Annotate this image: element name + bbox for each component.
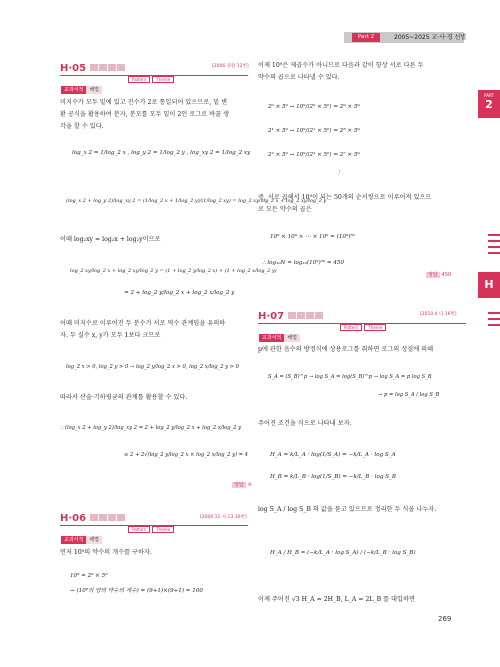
equation: = 2 + log_2 y/log_2 x + log_2 x/log_2 y (124, 290, 235, 296)
body-text: 이제 주어진 √3 H_A = 2H_B, L_A = 2L_B 를 대입하면 (258, 596, 415, 603)
equation: 2¹ × 5⁰ → 10⁹/(2¹ × 5⁰) = 2⁸ × 5⁹ (268, 128, 360, 134)
section-divider (258, 323, 466, 324)
tag-row (128, 527, 176, 532)
body-text: 환 공식을 활용하여 분자, 분모를 모두 밑이 2인 로그로 바꿀 생 (60, 111, 230, 118)
page-number: 269 (438, 615, 452, 623)
tag-pattern: Pattern (340, 324, 362, 331)
side-marker (488, 312, 500, 314)
equation: 2⁰ × 5⁰ → 10⁹/(2⁰ × 5⁰) = 2⁹ × 5⁹ (268, 104, 360, 110)
equation: 2² × 5⁰ → 10⁹/(2² × 5⁰) = 2⁷ × 5⁹ (268, 152, 360, 158)
equation: → p = log S_A / log S_B (378, 392, 440, 398)
badge-key: 교과서적 (61, 536, 86, 544)
badge-key: 교과서적 (61, 86, 86, 94)
equation: H_A / H_B = (−k/L_A · log S_A) / (−k/L_B · log S_B) (270, 550, 416, 556)
tag-theme: Theme (152, 526, 174, 533)
body-text: 먼저 10⁹의 약수의 개수를 구하자. (60, 549, 152, 556)
body-text: p에 관한 음수의 방정식에 상용로그를 취하면 로그의 성질에 의해 (258, 346, 434, 353)
part-tab-label: PART (484, 93, 494, 98)
body-text: 자. 두 실수 x, y가 모두 1보다 크므로 (60, 332, 161, 339)
side-marker (488, 246, 500, 248)
equation: S_A = (S_B)^p → log S_A = log(S_B)^p → log S_A = p log S_B (268, 374, 432, 380)
question-id: H·06 (60, 513, 87, 524)
badge-value: 해법 (86, 536, 102, 544)
body-text: log S_A / log S_B 의 값을 묻고 있으므로 정리한 두 식을 나누자. (258, 506, 437, 513)
equation: log_x 2 = 1/log_2 x , log_y 2 = 1/log_2 y , log_xy 2 = 1/log_2 xy (72, 150, 251, 156)
equation: H_A = k/L_A · log(1/S_A) = −k/L_A · log S_A (270, 452, 396, 458)
body-text: 로 모든 약수의 곱은 (258, 206, 312, 213)
question-id: H·07 (258, 311, 285, 322)
body-text: 이때 log₂xy = log₂x + log₂y이므로 (60, 236, 161, 243)
difficulty-boxes (90, 514, 126, 524)
tag-pattern: Pattern (128, 76, 150, 83)
body-text: 이제 10⁹은 제곱수가 아니므로 다음과 같이 항상 서로 다른 두 (258, 62, 424, 69)
answer-value: 450 (441, 272, 452, 278)
question-source: [2006 경찰 12번] (212, 64, 249, 69)
side-marker (488, 234, 500, 236)
header-part-label: Part 2 (352, 33, 380, 42)
equation: log_2 xy/log_2 x + log_2 xy/log_2 y = (1 + log_2 y/log_2 x) + (1 + log_2 x/log_2 y) (70, 268, 277, 274)
answer-box (232, 482, 254, 489)
tag-theme: Theme (364, 324, 386, 331)
body-text: 따라서 산술·기하평균의 관계를 활용할 수 있다. (60, 394, 188, 401)
tag-row (340, 325, 388, 330)
solution-badge (58, 536, 105, 545)
badge-value: 해법 (86, 86, 102, 94)
body-text: 즉, 서로 곱해서 10⁹이 되는 50개의 순서쌍으로 이루어져 있으므 (258, 194, 432, 201)
equation: 10⁹ × 10⁹ × ⋯ × 10⁹ = (10⁹)⁵⁰ (270, 234, 355, 240)
solution-badge (256, 334, 303, 343)
equation: 10⁹ = 2⁹ × 5⁹ (70, 573, 108, 579)
equation: ≥ 2 + 2√(log_2 y/log_2 x × log_2 x/log_2 y) = 4 (124, 452, 248, 458)
solution-badge (58, 86, 105, 95)
question-source: [2006.11 사고3 30번] (200, 515, 247, 520)
body-text: 미지수가 모두 밑에 있고 진수가 2로 통일되어 있으므로, 밑 변 (60, 99, 228, 106)
equation: (log_x 2 + log_y 2)/log_xy 2 = (1/log_2 x + 1/log_2 y)/(1/log_2 xy) = log_2 xy/log_2 x + log_2 xy/log_2 y (66, 198, 327, 204)
part-tab (478, 90, 500, 118)
equation: log_2 x > 0, log_2 y > 0 → log_2 y/log_2 x > 0, log_2 x/log_2 y > 0 (66, 364, 239, 370)
answer-label: 정답 (428, 272, 438, 278)
equation: H_B = k/L_B · log(1/S_B) = −k/L_B · log S_B (270, 474, 396, 480)
difficulty-boxes (288, 312, 324, 322)
chapter-tab: H (478, 272, 500, 298)
tag-pattern: Pattern (128, 526, 150, 533)
tag-row (128, 77, 176, 82)
equation: ∴ log₁₀N = log₁₀(10⁹)⁵⁰ = 450 (262, 260, 345, 266)
answer-value: ④ (247, 482, 253, 488)
part-tab-number: 2 (485, 98, 493, 112)
body-text: 이때 미지수로 이루어진 두 분수가 서로 역수 관계임을 유의하 (60, 320, 226, 327)
equation: ⋮ (336, 170, 342, 176)
badge-value: 해법 (284, 334, 300, 342)
badge-key: 교과서적 (259, 334, 284, 342)
question-source: [2010.4 나 16번] (420, 312, 457, 317)
tag-theme: Theme (152, 76, 174, 83)
body-text: 약수의 곱으로 나타낼 수 있다. (258, 74, 340, 81)
side-marker (488, 240, 500, 242)
header-title: 2005~2025 교·사·경 선별 (394, 34, 467, 41)
side-marker (488, 318, 500, 320)
answer-box (426, 272, 453, 279)
difficulty-boxes (90, 64, 126, 74)
equation: → (10⁹의 양의 약수의 개수) = (9+1)×(9+1) = 100 (70, 588, 203, 594)
side-marker (488, 324, 500, 326)
answer-label: 정답 (234, 482, 244, 488)
equation: ∴ (log_x 2 + log_y 2)/log_xy 2 = 2 + log_2 y/log_2 x + log_2 x/log_2 y (60, 425, 242, 431)
body-text: 주어진 조건을 식으로 나타내 보자. (258, 420, 352, 427)
question-id: H·05 (60, 63, 87, 74)
body-text: 각을 할 수 있다. (60, 123, 104, 130)
side-marker (488, 252, 500, 254)
